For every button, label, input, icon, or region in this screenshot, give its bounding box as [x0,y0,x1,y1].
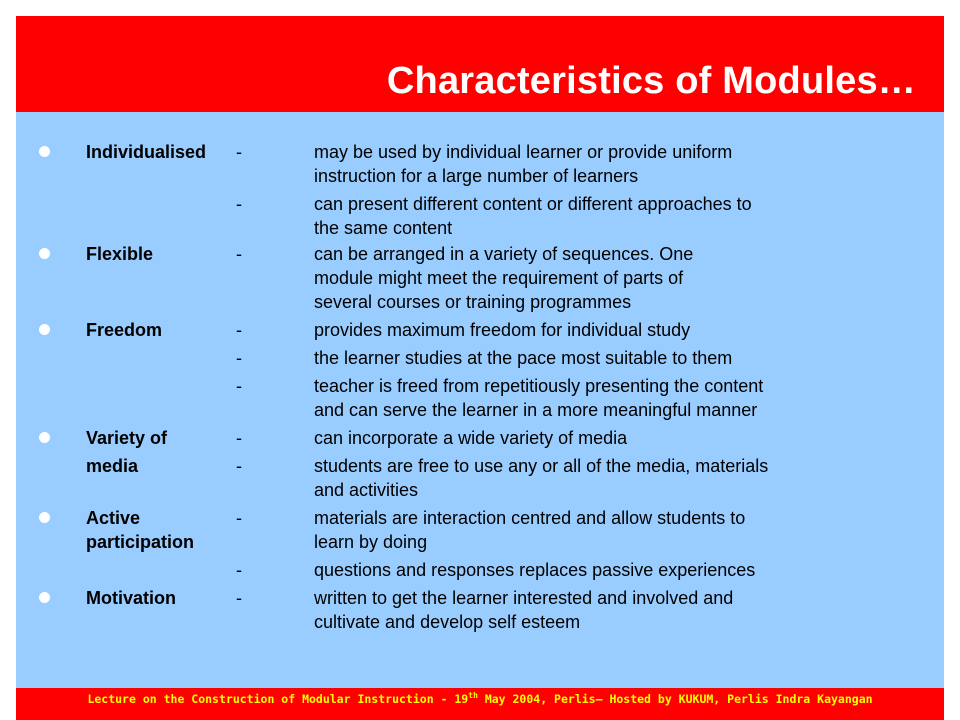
slide-title: Characteristics of Modules… [386,60,916,102]
description-line: can be arranged in a variety of sequences. One [314,244,694,264]
description-line: and can serve the learner in a more meaningful manner [314,400,758,420]
list-item [36,192,916,240]
item-description [314,192,874,240]
description-line: provides maximum freedom for individual study [314,320,691,340]
list-item [36,426,916,450]
term-line: participation [86,532,195,552]
list-item [36,586,916,634]
bullet-icon [39,324,50,335]
description-line: module might meet the requirement of parts of [314,268,684,288]
bullet-icon [39,248,50,259]
item-description [314,558,874,582]
description-line: the same content [314,218,453,238]
description-line: can present different content or different approaches to [314,194,752,214]
item-term: Variety of [86,428,168,448]
footer-superscript: th [468,691,478,701]
item-dash: - [236,142,242,162]
description-line: learn by doing [314,532,428,552]
item-dash: - [236,560,242,580]
item-description [314,454,874,502]
description-line: questions and responses replaces passive experiences [314,560,756,580]
item-dash: - [236,508,242,528]
item-term: Flexible [86,244,154,264]
description-line: cultivate and develop self esteem [314,612,581,632]
item-description [314,586,874,634]
description-line: teacher is freed from repetitiously presenting the content [314,376,764,396]
footer-band [16,688,944,720]
item-term: Freedom [86,320,163,340]
description-line: and activities [314,480,419,500]
item-term: media [86,456,139,476]
description-line: may be used by individual learner or provide uniform [314,142,733,162]
list-item [36,506,916,554]
item-description [314,242,874,314]
item-term [86,506,236,554]
term-line: Active [86,508,141,528]
item-dash: - [236,320,242,340]
item-description [314,346,874,370]
item-dash: - [236,348,242,368]
item-dash: - [236,244,242,264]
bullet-icon [39,432,50,443]
footer-text-start: Lecture on the Construction of Modular Instruction - 19 [87,692,469,706]
bullet-icon [39,512,50,523]
list-item [36,374,916,422]
list-item [36,318,916,342]
item-description [314,140,874,188]
footer-text-end: May 2004, Perlis– Hosted by KUKUM, Perlis Indra Kayangan [477,692,873,706]
item-description [314,374,874,422]
title-band [16,16,944,112]
item-dash: - [236,194,242,214]
item-term: Individualised [86,142,207,162]
item-dash: - [236,456,242,476]
footer-caption [16,692,944,706]
bullet-icon [39,592,50,603]
list-item [36,346,916,370]
characteristics-list [36,140,916,634]
description-line: the learner studies at the pace most suitable to them [314,348,733,368]
item-dash: - [236,588,242,608]
item-description [314,426,874,450]
description-line: written to get the learner interested and involved and [314,588,734,608]
bullet-icon [39,146,50,157]
item-term: Motivation [86,588,176,608]
item-description [314,318,874,342]
list-item [36,140,916,188]
description-line: materials are interaction centred and allow students to [314,508,746,528]
list-item [36,454,916,502]
description-line: instruction for a large number of learners [314,166,639,186]
description-line: several courses or training programmes [314,292,632,312]
item-dash: - [236,376,242,396]
description-line: can incorporate a wide variety of media [314,428,628,448]
list-item [36,242,916,314]
item-description [314,506,874,554]
description-line: students are free to use any or all of the media, materials [314,456,769,476]
list-item [36,558,916,582]
item-dash: - [236,428,242,448]
